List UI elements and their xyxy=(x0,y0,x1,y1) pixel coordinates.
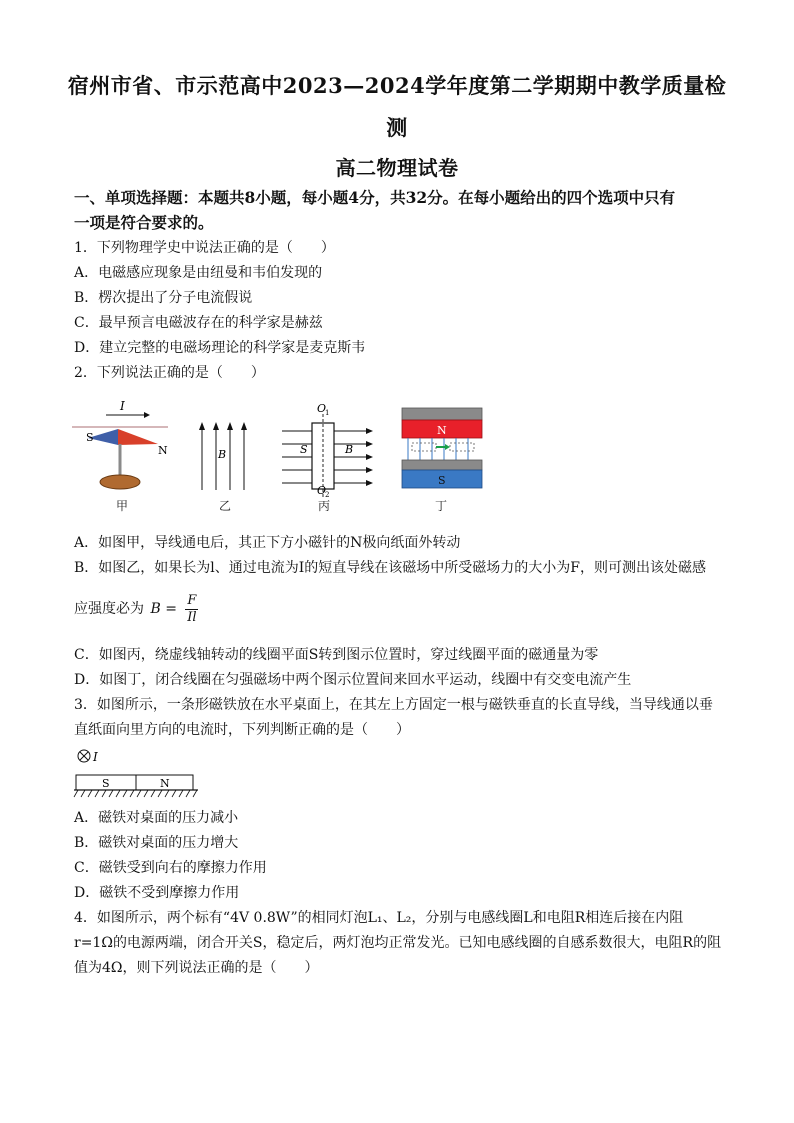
q1-option-d: D．建立完整的电磁场理论的科学家是麦克斯韦 xyxy=(74,340,366,356)
q4-stem-line2: r=1Ω的电源两端，闭合开关S，稳定后，两灯泡均正常发光。已知电感线圈的自感系数很大，电阻R的阻 xyxy=(74,935,722,951)
figure-jia xyxy=(72,399,168,513)
fig-bing-B: B xyxy=(345,443,354,456)
current-into-page-icon xyxy=(78,750,90,762)
q2-formula-lhs: B = xyxy=(150,601,177,617)
q2-formula-denominator: Il xyxy=(187,609,197,625)
fig-bing-O2: O xyxy=(317,484,327,497)
exam-title-line1: 宿州市省、市示范高中2023—2024学年度第二学期期中教学质量检 xyxy=(67,73,727,98)
fig-label-ding: 丁 xyxy=(435,499,448,513)
q2-formula-numerator: F xyxy=(187,592,197,608)
q2-option-b-cont-text: 应强度必为 xyxy=(74,601,144,617)
q2-option-b: B．如图乙，如果长为l、通过电流为I的短直导线在该磁场中所受磁场力的大小为F，则可测出该处磁感 xyxy=(74,560,707,576)
figure-ding xyxy=(402,408,482,513)
section-heading-line2: 一项是符合要求的。 xyxy=(74,213,214,232)
q3-option-c: C．磁铁受到向右的摩擦力作用 xyxy=(74,860,267,876)
q2-option-a: A．如图甲，导线通电后，其正下方小磁针的N极向纸面外转动 xyxy=(74,535,461,551)
q3-option-d: D．磁铁不受到摩擦力作用 xyxy=(74,885,240,901)
q3-stem-line1: 3．如图所示，一条形磁铁放在水平桌面上，在其左上方固定一根与磁铁垂直的长直导线，当导线通以垂 xyxy=(74,697,713,713)
q2-formula-fraction xyxy=(185,593,198,626)
q4-stem-line3: 值为4Ω，则下列说法正确的是（ ） xyxy=(74,960,319,976)
fig-ding-S: S xyxy=(438,474,446,487)
fig-bing-O1-sub: 1 xyxy=(325,409,330,417)
q3-magnet-S: S xyxy=(102,777,110,790)
q3-ground-hatching xyxy=(74,790,197,797)
q1-stem: 1．下列物理学史中说法正确的是（ ） xyxy=(74,240,335,256)
q3-figure xyxy=(70,742,210,802)
q3-current-label: I xyxy=(93,750,98,764)
q3-magnet-N: N xyxy=(160,777,170,790)
fig-jia-current-label: I xyxy=(120,399,125,413)
exam-subtitle: 高二物理试卷 xyxy=(335,156,459,180)
figure-bing xyxy=(282,402,373,513)
q1-option-b: B．楞次提出了分子电流假说 xyxy=(74,290,253,306)
fig-bing-S: S xyxy=(300,443,308,456)
fig-jia-S: S xyxy=(86,431,94,444)
fig-jia-N: N xyxy=(158,444,168,457)
fig-bing-O2-sub: 2 xyxy=(325,491,330,499)
fig-label-jia: 甲 xyxy=(116,499,129,513)
exam-title-line2: 测 xyxy=(386,115,408,140)
q2-figure xyxy=(66,398,496,518)
q2-stem: 2．下列说法正确的是（ ） xyxy=(74,365,265,381)
fig-ding-N: N xyxy=(437,424,447,437)
q3-stem-line2: 直纸面向里方向的电流时，下列判断正确的是（ ） xyxy=(74,722,410,738)
q4-stem-line1: 4．如图所示，两个标有“4V 0.8W”的相同灯泡L₁、L₂，分别与电感线圈L和电阻R相连后接在内阻 xyxy=(74,910,684,926)
fig-bing-O1: O xyxy=(317,402,327,415)
q1-option-a: A．电磁感应现象是由纽曼和韦伯发现的 xyxy=(74,265,323,281)
q3-option-b: B．磁铁对桌面的压力增大 xyxy=(74,835,239,851)
fig-label-bing: 丙 xyxy=(318,499,331,513)
q2-option-d: D．如图丁，闭合线圈在匀强磁场中两个图示位置间来回水平运动，线圈中有交变电流产生 xyxy=(74,672,632,688)
q2-option-b-cont xyxy=(74,592,198,626)
fig-label-yi: 乙 xyxy=(219,499,232,513)
q1-option-c: C．最早预言电磁波存在的科学家是赫兹 xyxy=(74,315,323,331)
figure-yi xyxy=(199,422,247,513)
fig-yi-B: B xyxy=(218,448,227,461)
section-heading-line1: 一、单项选择题：本题共8小题，每小题4分，共32分。在每小题给出的四个选项中只有 xyxy=(74,188,676,207)
q2-option-c: C．如图丙，绕虚线轴转动的线圈平面S转到图示位置时，穿过线圈平面的磁通量为零 xyxy=(74,647,599,663)
q3-option-a: A．磁铁对桌面的压力减小 xyxy=(74,810,239,826)
